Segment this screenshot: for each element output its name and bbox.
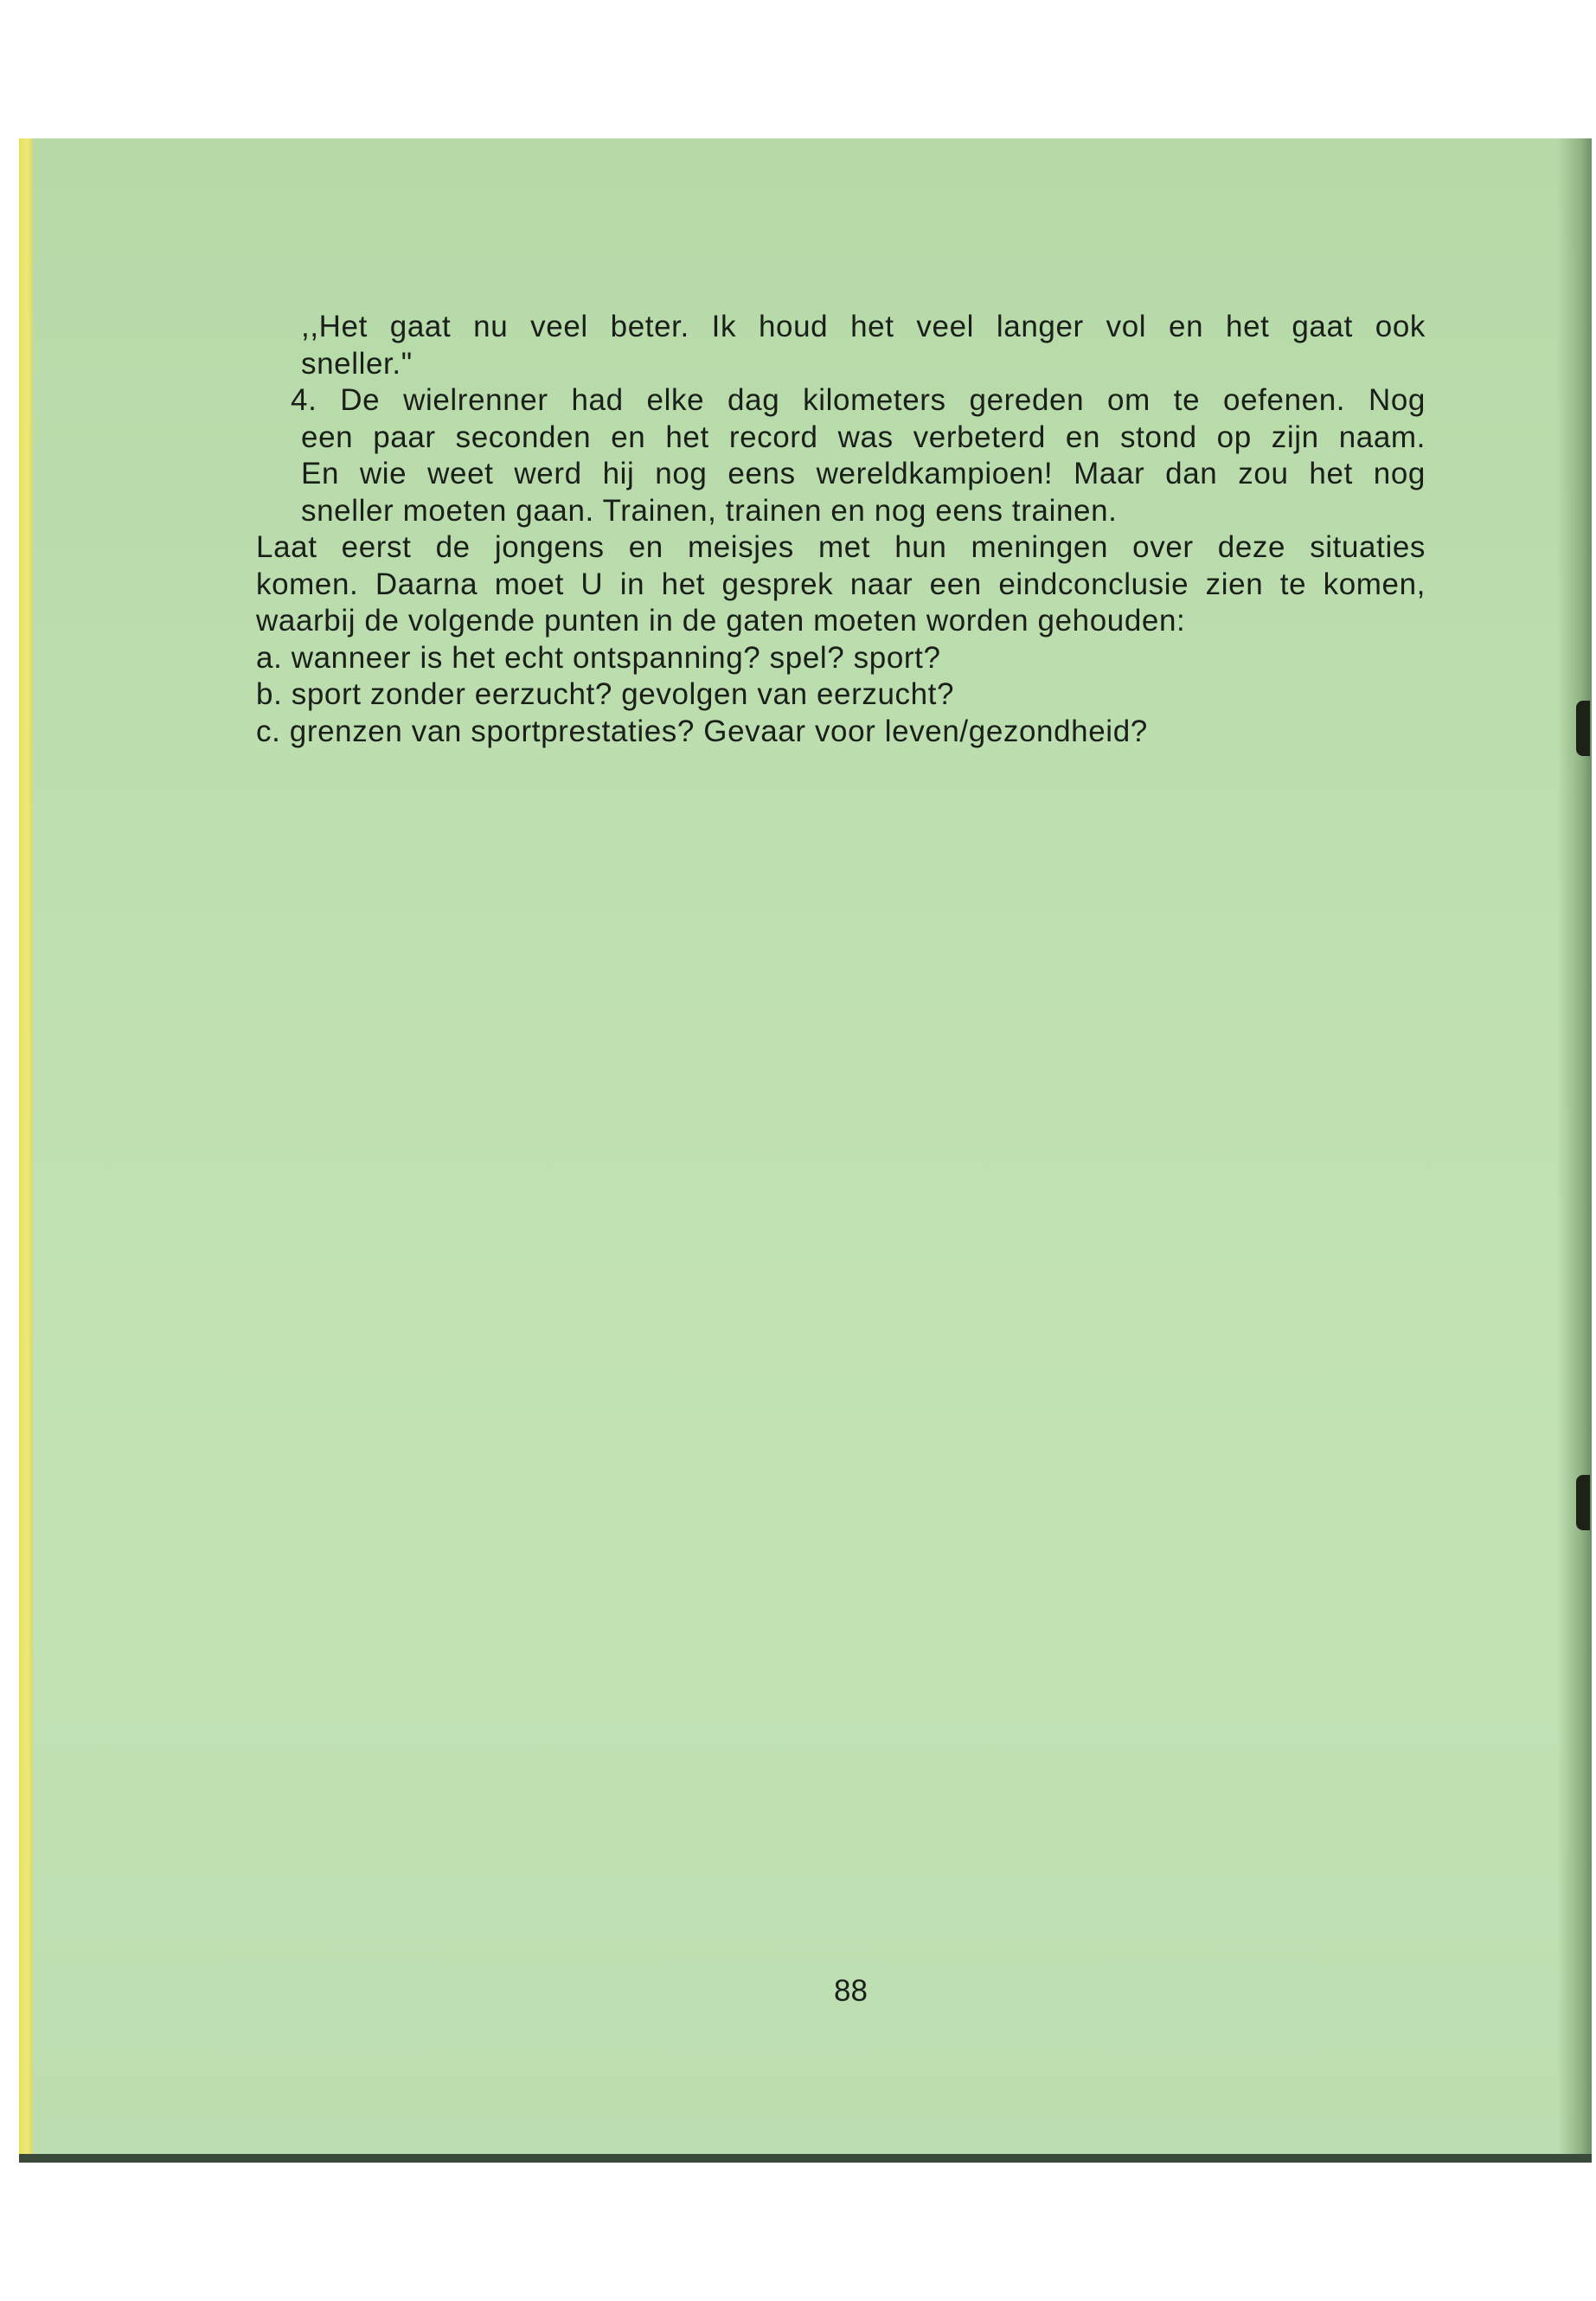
list-item-a: a. wanneer is het echt ontspanning? spel? sport?: [256, 640, 941, 675]
text-line: een paar seconden en het record was verbeterd en stond op zijn naam.: [301, 420, 1426, 454]
text-line: En wie weet werd hij nog eens wereldkampioen! Maar dan zou het nog: [301, 457, 1426, 490]
text-line: sneller.": [301, 346, 413, 381]
list-item-b: b. sport zonder eerzucht? gevolgen van eerzucht?: [256, 677, 955, 711]
list-item-c: c. grenzen van sportprestaties? Gevaar voor leven/gezondheid?: [256, 714, 1148, 748]
punch-hole-bottom: [1576, 1475, 1590, 1530]
punch-hole-top: [1576, 701, 1590, 756]
text-line: sneller moeten gaan. Trainen, trainen en nog eens trainen.: [301, 493, 1118, 528]
page-number: 88: [834, 1974, 868, 2008]
text-line: komen. Daarna moet U in het gesprek naar een eindconclusie zien te komen,: [256, 567, 1426, 601]
text-line: ,,Het gaat nu veel beter. Ik houd het veel langer vol en het gaat ook: [301, 310, 1426, 343]
page-bottom-edge: [19, 2154, 1592, 2163]
body-text: [256, 309, 1426, 750]
text-line: Laat eerst de jongens en meisjes met hun meningen over deze situaties: [256, 530, 1426, 564]
text-line: 4. De wielrenner had elke dag kilometers gereden om te oefenen. Nog: [291, 383, 1426, 417]
text-line: waarbij de volgende punten in de gaten moeten worden gehouden:: [256, 604, 1186, 638]
page-edge: [19, 138, 33, 2156]
binding-shadow: [1557, 138, 1592, 2156]
